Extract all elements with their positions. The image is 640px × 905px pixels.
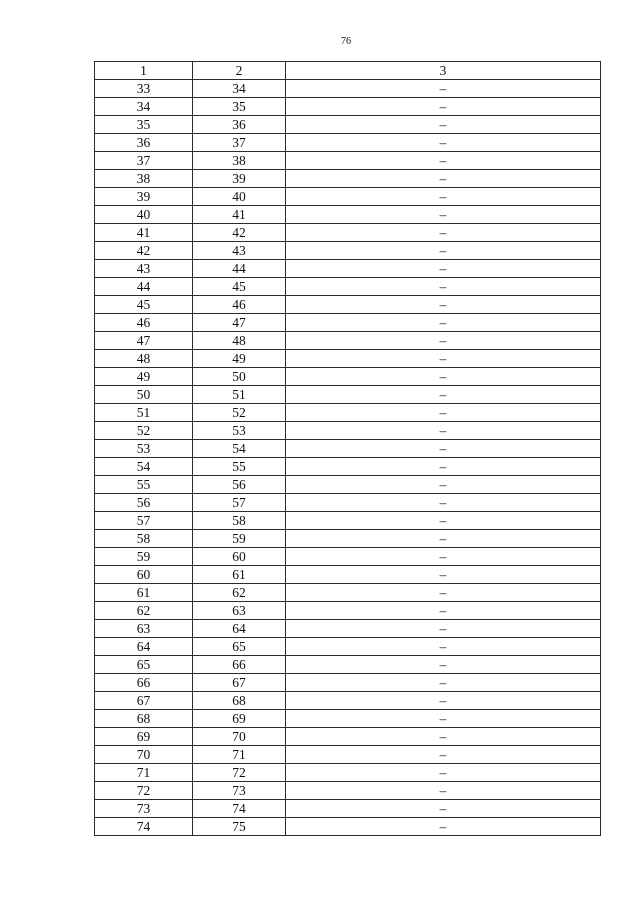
table-row: [95, 620, 601, 638]
table-row: [95, 278, 601, 296]
header-row: [95, 62, 601, 80]
table-row: [95, 404, 601, 422]
table-cell: 51: [95, 404, 193, 422]
table-cell: –: [286, 530, 601, 548]
table-cell: –: [286, 206, 601, 224]
table-cell: 51: [193, 386, 286, 404]
table-cell: –: [286, 710, 601, 728]
data-table: [94, 61, 601, 836]
table-cell: 41: [95, 224, 193, 242]
table-cell: 63: [193, 602, 286, 620]
table-row: [95, 440, 601, 458]
table-cell: 68: [193, 692, 286, 710]
table-cell: –: [286, 224, 601, 242]
table-cell: –: [286, 458, 601, 476]
table-cell: 55: [95, 476, 193, 494]
table-cell: 75: [193, 818, 286, 836]
table-cell: 58: [193, 512, 286, 530]
table-cell: 37: [193, 134, 286, 152]
table-row: [95, 98, 601, 116]
table-row: [95, 152, 601, 170]
table-cell: 53: [95, 440, 193, 458]
table-cell: 56: [95, 494, 193, 512]
table-cell: –: [286, 332, 601, 350]
table-cell: –: [286, 296, 601, 314]
table-cell: 37: [95, 152, 193, 170]
table-row: [95, 728, 601, 746]
table-cell: 74: [95, 818, 193, 836]
table-cell: 62: [95, 602, 193, 620]
table-cell: –: [286, 800, 601, 818]
table-cell: 50: [193, 368, 286, 386]
table-body: [95, 80, 601, 836]
table-cell: 57: [95, 512, 193, 530]
table-cell: 63: [95, 620, 193, 638]
table-cell: 35: [95, 116, 193, 134]
table-cell: 65: [193, 638, 286, 656]
table-row: [95, 692, 601, 710]
table-row: [95, 80, 601, 98]
table-row: [95, 602, 601, 620]
table-row: [95, 782, 601, 800]
table-cell: 72: [95, 782, 193, 800]
table-row: [95, 116, 601, 134]
table-row: [95, 710, 601, 728]
page-number: 76: [341, 36, 351, 47]
table-cell: 69: [95, 728, 193, 746]
table-cell: 57: [193, 494, 286, 512]
column-header: 2: [193, 62, 286, 80]
table-row: [95, 494, 601, 512]
table-cell: –: [286, 422, 601, 440]
table-cell: –: [286, 386, 601, 404]
table-cell: –: [286, 494, 601, 512]
table-header: [95, 62, 601, 80]
column-header: 3: [286, 62, 601, 80]
table-row: [95, 746, 601, 764]
table-cell: 42: [193, 224, 286, 242]
table-cell: –: [286, 188, 601, 206]
table-cell: 34: [95, 98, 193, 116]
table-cell: 64: [95, 638, 193, 656]
table-cell: –: [286, 638, 601, 656]
table-cell: 36: [193, 116, 286, 134]
table-row: [95, 332, 601, 350]
table-cell: 71: [95, 764, 193, 782]
table-cell: –: [286, 314, 601, 332]
table-cell: 40: [95, 206, 193, 224]
table-cell: –: [286, 818, 601, 836]
table-row: [95, 296, 601, 314]
table-row: [95, 638, 601, 656]
table-cell: 68: [95, 710, 193, 728]
table-cell: 73: [193, 782, 286, 800]
table-cell: 44: [95, 278, 193, 296]
table-cell: 46: [95, 314, 193, 332]
table-cell: 33: [95, 80, 193, 98]
table-cell: 46: [193, 296, 286, 314]
table-cell: –: [286, 782, 601, 800]
table-cell: –: [286, 278, 601, 296]
table-cell: 34: [193, 80, 286, 98]
table-cell: 55: [193, 458, 286, 476]
table-row: [95, 584, 601, 602]
table-cell: –: [286, 242, 601, 260]
table-cell: 47: [193, 314, 286, 332]
table-cell: –: [286, 476, 601, 494]
table-row: [95, 566, 601, 584]
table-cell: 66: [193, 656, 286, 674]
table-row: [95, 800, 601, 818]
table-cell: –: [286, 368, 601, 386]
table-cell: –: [286, 170, 601, 188]
table-cell: –: [286, 134, 601, 152]
table-cell: –: [286, 548, 601, 566]
table-row: [95, 548, 601, 566]
table-cell: –: [286, 620, 601, 638]
table-cell: –: [286, 440, 601, 458]
table-cell: 58: [95, 530, 193, 548]
table-cell: 71: [193, 746, 286, 764]
table-cell: 67: [193, 674, 286, 692]
table-row: [95, 188, 601, 206]
table-cell: 72: [193, 764, 286, 782]
table-cell: 65: [95, 656, 193, 674]
table-cell: 45: [95, 296, 193, 314]
table-cell: 38: [95, 170, 193, 188]
table-cell: 43: [193, 242, 286, 260]
table-cell: 44: [193, 260, 286, 278]
table-cell: 48: [95, 350, 193, 368]
table-cell: –: [286, 602, 601, 620]
table-cell: 73: [95, 800, 193, 818]
table-row: [95, 260, 601, 278]
table-row: [95, 134, 601, 152]
table-row: [95, 206, 601, 224]
table-cell: 59: [193, 530, 286, 548]
table-row: [95, 368, 601, 386]
table-row: [95, 242, 601, 260]
table-cell: 60: [193, 548, 286, 566]
table-cell: 43: [95, 260, 193, 278]
table-cell: –: [286, 746, 601, 764]
table-row: [95, 530, 601, 548]
table-cell: –: [286, 692, 601, 710]
table-cell: –: [286, 566, 601, 584]
table-cell: 52: [95, 422, 193, 440]
table-cell: 39: [95, 188, 193, 206]
table-cell: 60: [95, 566, 193, 584]
table-cell: 47: [95, 332, 193, 350]
table-cell: 53: [193, 422, 286, 440]
table-cell: 48: [193, 332, 286, 350]
table-row: [95, 476, 601, 494]
table-row: [95, 350, 601, 368]
table-cell: 70: [95, 746, 193, 764]
table-cell: 35: [193, 98, 286, 116]
table-cell: 49: [193, 350, 286, 368]
table-cell: 42: [95, 242, 193, 260]
table-cell: 66: [95, 674, 193, 692]
table-row: [95, 386, 601, 404]
table-cell: –: [286, 674, 601, 692]
table-cell: 54: [95, 458, 193, 476]
column-header: 1: [95, 62, 193, 80]
table-cell: 50: [95, 386, 193, 404]
table-cell: 40: [193, 188, 286, 206]
table-cell: –: [286, 260, 601, 278]
table-cell: –: [286, 116, 601, 134]
table-cell: 54: [193, 440, 286, 458]
table-cell: –: [286, 404, 601, 422]
table-row: [95, 170, 601, 188]
table-cell: –: [286, 656, 601, 674]
table-row: [95, 674, 601, 692]
table-row: [95, 314, 601, 332]
table-cell: 49: [95, 368, 193, 386]
table-cell: 39: [193, 170, 286, 188]
table-cell: 70: [193, 728, 286, 746]
table-cell: –: [286, 98, 601, 116]
table-row: [95, 656, 601, 674]
table-cell: 64: [193, 620, 286, 638]
table-row: [95, 764, 601, 782]
table-row: [95, 818, 601, 836]
table-cell: –: [286, 512, 601, 530]
table-row: [95, 512, 601, 530]
table-cell: 36: [95, 134, 193, 152]
table-cell: 62: [193, 584, 286, 602]
table-cell: 45: [193, 278, 286, 296]
table-row: [95, 458, 601, 476]
table-row: [95, 422, 601, 440]
table-cell: 41: [193, 206, 286, 224]
table-cell: 56: [193, 476, 286, 494]
table-cell: –: [286, 152, 601, 170]
table-cell: 61: [193, 566, 286, 584]
table-cell: 38: [193, 152, 286, 170]
table-cell: –: [286, 584, 601, 602]
table-cell: 67: [95, 692, 193, 710]
table-cell: –: [286, 350, 601, 368]
table-cell: 59: [95, 548, 193, 566]
table-cell: –: [286, 80, 601, 98]
table-cell: 61: [95, 584, 193, 602]
table-cell: –: [286, 728, 601, 746]
table-cell: 52: [193, 404, 286, 422]
table-cell: –: [286, 764, 601, 782]
table-cell: 69: [193, 710, 286, 728]
table-cell: 74: [193, 800, 286, 818]
table-row: [95, 224, 601, 242]
